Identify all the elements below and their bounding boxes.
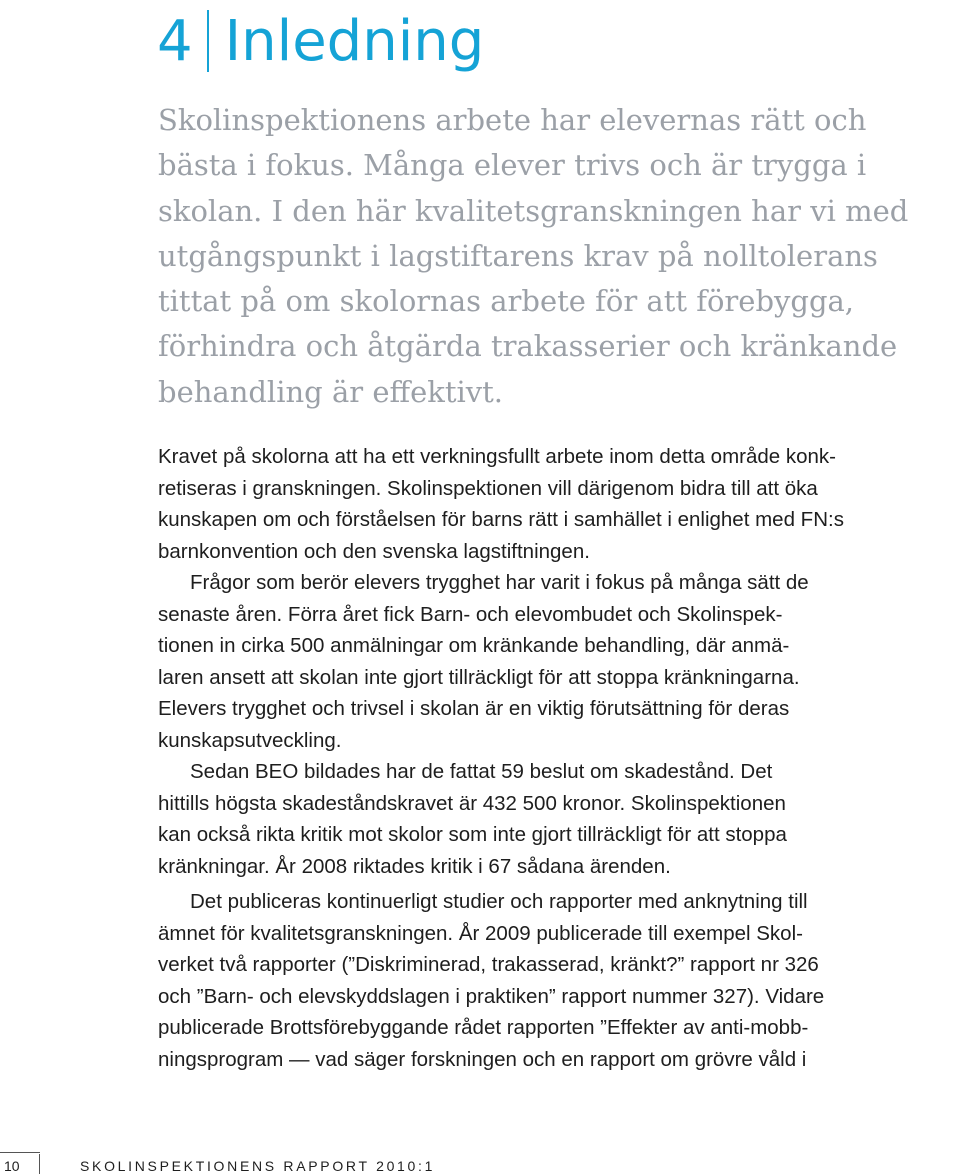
body-line: verket två rapporter (”Diskriminerad, trakasserad, kränkt?” rapport nr 326: [158, 953, 819, 976]
body-line: tionen in cirka 500 anmälningar om kränkande behandling, där anmä-: [158, 634, 790, 657]
body-text: [158, 441, 948, 1075]
footer-divider: [39, 1154, 40, 1174]
body-line: ämnet för kvalitetsgranskningen. År 2009 publicerade till exempel Skol-: [158, 921, 803, 945]
chapter-divider: [207, 10, 209, 72]
intro-line: tittat på om skolornas arbete för att förebygga,: [158, 284, 855, 319]
body-line: kunskapen om och förståelsen för barns rätt i samhället i enlighet med FN:s: [158, 508, 844, 531]
chapter-number: 4: [157, 8, 193, 74]
body-paragraph: [158, 567, 948, 756]
body-line: och ”Barn- och elevskyddslagen i praktiken” rapport nummer 327). Vidare: [158, 984, 825, 1008]
intro-line: behandling är effektivt.: [158, 374, 503, 409]
body-line: Kravet på skolorna att ha ett verkningsfullt arbete inom detta område konk-: [158, 445, 837, 468]
body-paragraph: [158, 886, 948, 1075]
body-line: senaste åren. Förra året fick Barn- och elevombudet och Skolinspek-: [158, 602, 783, 626]
body-line: kränkningar. År 2008 riktades kritik i 67 sådana ärenden.: [158, 854, 671, 878]
intro-paragraph: [158, 98, 948, 415]
page-footer: [0, 1152, 960, 1174]
body-line: publicerade Brottsförebyggande rådet rapporten ”Effekter av anti-mobb-: [158, 1016, 809, 1039]
body-line: Frågor som berör elevers trygghet har varit i fokus på många sätt de: [190, 571, 809, 594]
body-line: Det publiceras kontinuerligt studier och rapporter med anknytning till: [190, 890, 808, 913]
footer-rule: [0, 1152, 40, 1153]
chapter-title: Inledning: [224, 8, 485, 74]
body-line: Sedan BEO bildades har de fattat 59 beslut om skadestånd. Det: [190, 760, 773, 783]
intro-line: skolan. I den här kvalitetsgranskningen har vi med: [158, 193, 909, 228]
intro-line: bästa i fokus. Många elever trivs och är trygga i: [158, 148, 867, 183]
page-number: 10: [4, 1158, 20, 1174]
body-line: kan också rikta kritik mot skolor som inte gjort tillräckligt för att stoppa: [158, 823, 787, 846]
running-title: SKOLINSPEKTIONENS RAPPORT 2010:1: [80, 1158, 436, 1174]
body-line: hittills högsta skadeståndskravet är 432 500 kronor. Skolinspektionen: [158, 791, 786, 815]
body-line: retiseras i granskningen. Skolinspektionen vill därigenom bidra till att öka: [158, 476, 818, 500]
chapter-heading: [157, 4, 484, 78]
body-line: Elevers trygghet och trivsel i skolan är en viktig förutsättning för deras: [158, 697, 790, 720]
body-paragraph: [158, 756, 948, 882]
body-line: ningsprogram — vad säger forskningen och en rapport om grövre våld i: [158, 1047, 807, 1071]
intro-line: Skolinspektionens arbete har elevernas rätt och: [158, 103, 867, 137]
intro-line: förhindra och åtgärda trakasserier och kränkande: [158, 329, 898, 364]
body-paragraph: [158, 441, 948, 567]
body-line: barnkonvention och den svenska lagstiftningen.: [158, 539, 590, 563]
body-line: laren ansett att skolan inte gjort tillräckligt för att stoppa kränkningarna.: [158, 665, 800, 689]
intro-line: utgångspunkt i lagstiftarens krav på nolltolerans: [158, 238, 878, 273]
body-line: kunskapsutveckling.: [158, 728, 342, 752]
